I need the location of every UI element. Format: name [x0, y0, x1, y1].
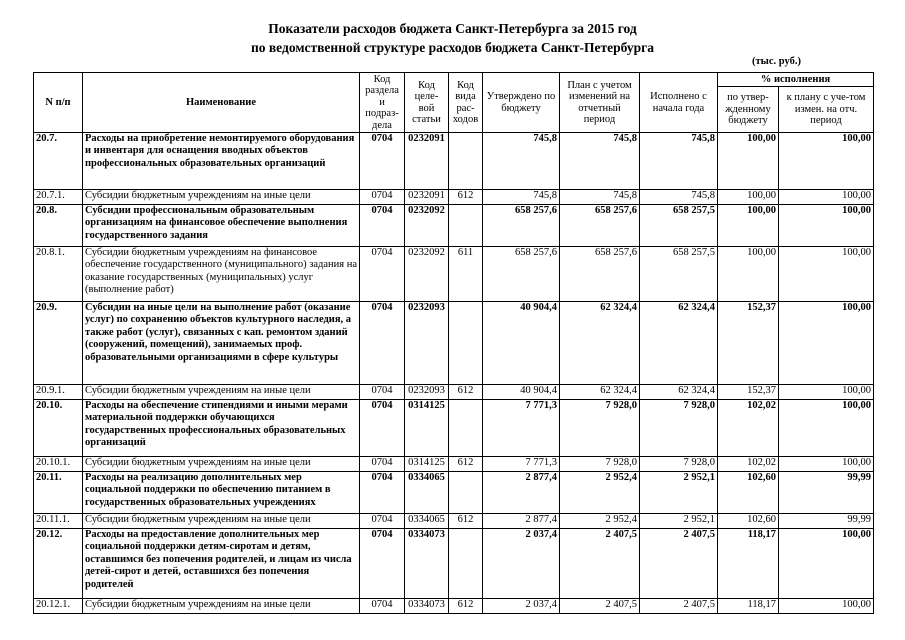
table-row: [34, 457, 874, 472]
cell-plan: 745,8: [560, 133, 640, 190]
header-celevaya: Код целе-вой статьи: [405, 73, 449, 133]
cell-razdel: 0704: [360, 457, 405, 472]
cell-num: 20.10.1.: [34, 457, 83, 472]
table-row: [34, 385, 874, 400]
cell-celevaya: 0334073: [405, 529, 449, 599]
cell-plan: 2 952,4: [560, 514, 640, 529]
cell-vid: [449, 205, 483, 247]
cell-plan: 658 257,6: [560, 205, 640, 247]
cell-razdel: 0704: [360, 385, 405, 400]
cell-vid: 612: [449, 599, 483, 614]
cell-pct-budget: 118,17: [718, 599, 779, 614]
table-row: [34, 190, 874, 205]
cell-razdel: 0704: [360, 133, 405, 190]
cell-pct-budget: 152,37: [718, 385, 779, 400]
cell-approved: 40 904,4: [483, 302, 560, 385]
cell-plan: 7 928,0: [560, 400, 640, 457]
cell-plan: 62 324,4: [560, 385, 640, 400]
table-row: [34, 400, 874, 457]
cell-pct-budget: 102,02: [718, 457, 779, 472]
cell-vid: 612: [449, 457, 483, 472]
header-name: Наименование: [83, 73, 360, 133]
cell-num: 20.7.1.: [34, 190, 83, 205]
cell-vid: [449, 529, 483, 599]
cell-celevaya: 0314125: [405, 400, 449, 457]
cell-num: 20.7.: [34, 133, 83, 190]
cell-celevaya: 0334065: [405, 472, 449, 514]
cell-num: 20.8.: [34, 205, 83, 247]
cell-name: Субсидии бюджетным учреждениям на иные цели: [83, 385, 360, 400]
cell-celevaya: 0232093: [405, 302, 449, 385]
table-row: [34, 599, 874, 614]
cell-approved: 745,8: [483, 133, 560, 190]
cell-executed: 62 324,4: [640, 302, 718, 385]
cell-approved: 2 877,4: [483, 472, 560, 514]
cell-razdel: 0704: [360, 514, 405, 529]
cell-executed: 658 257,5: [640, 247, 718, 302]
budget-table: [33, 72, 874, 614]
cell-vid: [449, 400, 483, 457]
cell-pct-plan: 100,00: [779, 302, 874, 385]
cell-plan: 745,8: [560, 190, 640, 205]
cell-num: 20.10.: [34, 400, 83, 457]
cell-plan: 658 257,6: [560, 247, 640, 302]
cell-name: Расходы на предоставление дополнительных мер социальной поддержки детям-сиротам и детям, оставшимся без попечения родителей, и лицам из числа детей-сирот и детей, оставшихся без попечения родителей: [83, 529, 360, 599]
cell-num: 20.12.: [34, 529, 83, 599]
cell-pct-budget: 102,02: [718, 400, 779, 457]
cell-name: Субсидии бюджетным учреждениям на иные цели: [83, 190, 360, 205]
cell-plan: 2 407,5: [560, 599, 640, 614]
cell-pct-plan: 99,99: [779, 514, 874, 529]
cell-name: Субсидии профессиональным образовательным организациям на финансовое обеспечение выполнения государственного задания: [83, 205, 360, 247]
cell-executed: 2 952,1: [640, 472, 718, 514]
cell-pct-budget: 100,00: [718, 205, 779, 247]
cell-pct-plan: 100,00: [779, 247, 874, 302]
cell-executed: 7 928,0: [640, 457, 718, 472]
cell-pct-budget: 100,00: [718, 133, 779, 190]
cell-num: 20.12.1.: [34, 599, 83, 614]
document-title-line-1: Показатели расходов бюджета Санкт-Петербурга за 2015 год: [268, 21, 637, 36]
cell-vid: [449, 302, 483, 385]
cell-pct-budget: 118,17: [718, 529, 779, 599]
cell-celevaya: 0334073: [405, 599, 449, 614]
cell-name: Субсидии на иные цели на выполнение работ (оказание услуг) по сохранению объектов культурного наследия, а также работ (услуг), связанных с кап. ремонтом зданий (сооружений, помещений), занимаемых проф. образовательными организациями в сфере культуры: [83, 302, 360, 385]
cell-celevaya: 0334065: [405, 514, 449, 529]
cell-approved: 7 771,3: [483, 457, 560, 472]
cell-pct-plan: 100,00: [779, 529, 874, 599]
cell-num: 20.11.: [34, 472, 83, 514]
cell-name: Расходы на приобретение немонтируемого оборудования и инвентаря для оснащения вводных объектов профессиональных образовательных организаций: [83, 133, 360, 190]
cell-pct-plan: 100,00: [779, 190, 874, 205]
document-title-line-2: по ведомственной структуре расходов бюджета Санкт-Петербурга: [250, 40, 655, 55]
cell-approved: 745,8: [483, 190, 560, 205]
cell-pct-plan: 100,00: [779, 385, 874, 400]
table-row: [34, 472, 874, 514]
table-body: [34, 133, 874, 614]
table-row: [34, 514, 874, 529]
cell-approved: 7 771,3: [483, 400, 560, 457]
table-row: [34, 247, 874, 302]
cell-name: Субсидии бюджетным учреждениям на иные цели: [83, 514, 360, 529]
header-num: N п/п: [34, 73, 83, 133]
cell-vid: [449, 472, 483, 514]
cell-name: Расходы на реализацию дополнительных мер социальной поддержки по обеспечению питанием в государственных образовательных учреждениях: [83, 472, 360, 514]
cell-approved: 2 037,4: [483, 529, 560, 599]
cell-vid: 611: [449, 247, 483, 302]
cell-num: 20.9.: [34, 302, 83, 385]
cell-executed: 2 407,5: [640, 599, 718, 614]
cell-name: Субсидии бюджетным учреждениям на финансовое обеспечение государственного (муниципального) задания на оказание государственных (муниципальных) услуг (выполнение работ): [83, 247, 360, 302]
cell-plan: 62 324,4: [560, 302, 640, 385]
header-percent-group: % исполнения: [718, 73, 874, 87]
table-row: [34, 302, 874, 385]
cell-approved: 658 257,6: [483, 205, 560, 247]
cell-executed: 2 952,1: [640, 514, 718, 529]
cell-approved: 2 877,4: [483, 514, 560, 529]
cell-celevaya: 0232093: [405, 385, 449, 400]
header-razdel: Код раздела и подраз-дела: [360, 73, 405, 133]
cell-num: 20.11.1.: [34, 514, 83, 529]
cell-pct-budget: 152,37: [718, 302, 779, 385]
cell-pct-budget: 100,00: [718, 247, 779, 302]
cell-executed: 2 407,5: [640, 529, 718, 599]
cell-plan: 7 928,0: [560, 457, 640, 472]
cell-razdel: 0704: [360, 599, 405, 614]
cell-name: Субсидии бюджетным учреждениям на иные цели: [83, 457, 360, 472]
cell-celevaya: 0314125: [405, 457, 449, 472]
cell-pct-budget: 100,00: [718, 190, 779, 205]
cell-celevaya: 0232091: [405, 133, 449, 190]
cell-plan: 2 952,4: [560, 472, 640, 514]
cell-pct-plan: 100,00: [779, 457, 874, 472]
cell-pct-plan: 100,00: [779, 133, 874, 190]
table-row: [34, 529, 874, 599]
cell-executed: 62 324,4: [640, 385, 718, 400]
cell-num: 20.8.1.: [34, 247, 83, 302]
cell-pct-budget: 102,60: [718, 514, 779, 529]
header-pct-budget: по утвер-жденному бюджету: [718, 87, 779, 133]
cell-razdel: 0704: [360, 472, 405, 514]
cell-vid: 612: [449, 385, 483, 400]
cell-celevaya: 0232091: [405, 190, 449, 205]
cell-pct-plan: 100,00: [779, 400, 874, 457]
cell-razdel: 0704: [360, 247, 405, 302]
cell-razdel: 0704: [360, 190, 405, 205]
cell-pct-budget: 102,60: [718, 472, 779, 514]
cell-executed: 745,8: [640, 190, 718, 205]
cell-approved: 40 904,4: [483, 385, 560, 400]
cell-celevaya: 0232092: [405, 205, 449, 247]
cell-pct-plan: 100,00: [779, 599, 874, 614]
units-label: (тыс. руб.): [752, 56, 801, 67]
cell-vid: 612: [449, 190, 483, 205]
cell-vid: [449, 133, 483, 190]
header-approved: Утверждено по бюджету: [483, 73, 560, 133]
cell-num: 20.9.1.: [34, 385, 83, 400]
cell-razdel: 0704: [360, 529, 405, 599]
cell-approved: 2 037,4: [483, 599, 560, 614]
header-plan: План с учетом изменений на отчетный период: [560, 73, 640, 133]
cell-approved: 658 257,6: [483, 247, 560, 302]
header-executed: Исполнено с начала года: [640, 73, 718, 133]
table-row: [34, 205, 874, 247]
cell-plan: 2 407,5: [560, 529, 640, 599]
cell-name: Расходы на обеспечение стипендиями и иными мерами материальной поддержки обучающихся государственных профессиональных образовательных организаций: [83, 400, 360, 457]
cell-razdel: 0704: [360, 205, 405, 247]
cell-razdel: 0704: [360, 302, 405, 385]
cell-pct-plan: 99,99: [779, 472, 874, 514]
cell-pct-plan: 100,00: [779, 205, 874, 247]
cell-vid: 612: [449, 514, 483, 529]
table-row: [34, 133, 874, 190]
cell-executed: 7 928,0: [640, 400, 718, 457]
cell-celevaya: 0232092: [405, 247, 449, 302]
header-vid: Код вида рас-ходов: [449, 73, 483, 133]
cell-executed: 658 257,5: [640, 205, 718, 247]
header-pct-plan: к плану с уче-том измен. на отч. период: [779, 87, 874, 133]
cell-name: Субсидии бюджетным учреждениям на иные цели: [83, 599, 360, 614]
cell-razdel: 0704: [360, 400, 405, 457]
cell-executed: 745,8: [640, 133, 718, 190]
